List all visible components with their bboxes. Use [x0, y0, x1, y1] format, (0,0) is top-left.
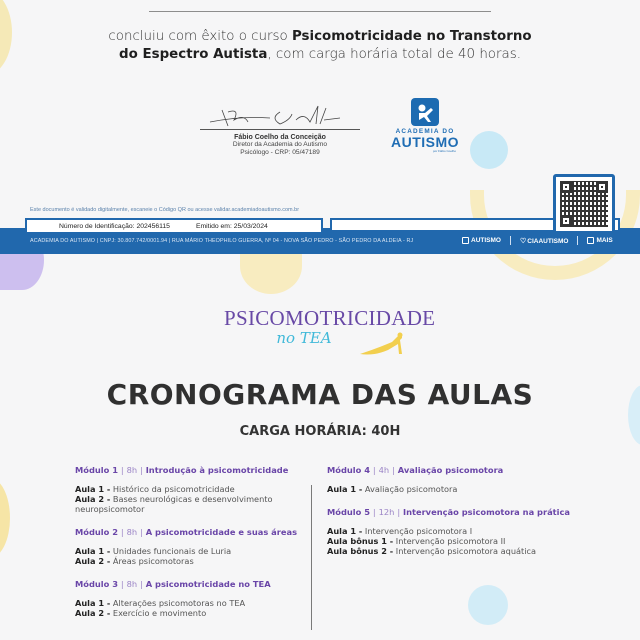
lesson: Aula 1 - Histórico da psicomotricidade: [75, 484, 235, 494]
lesson: Aula 1 - Avaliação psicomotora: [327, 484, 458, 494]
footer-logo-mais: MAIS: [587, 237, 612, 244]
column-divider: [311, 485, 312, 630]
identification-number: Número de Identificação: 202456115: [59, 222, 170, 230]
yoga-figure-icon: [358, 332, 410, 356]
footer-logo-autismo: AUTISMO: [462, 237, 501, 244]
puzzle-icon: [587, 237, 594, 244]
signature-image: [200, 100, 360, 130]
decor-yellow-circle-top-left: [0, 0, 12, 75]
logo-line-3: por Fábio Coelho: [432, 149, 456, 153]
lesson: Aula 1 - Unidades funcionais de Luria: [75, 546, 232, 556]
decor-cyan-circle-top-right: [470, 131, 508, 169]
schedule-title: CRONOGRAMA DAS AULAS: [106, 378, 534, 411]
module-header: Módulo 1 | 8h | Introdução à psicomotricidade: [75, 465, 289, 475]
completion-suffix: , com carga horária total de 40 horas.: [267, 47, 521, 62]
signature-line: [200, 129, 360, 130]
lesson: Aula 1 - Intervenção psicomotora I: [327, 526, 473, 536]
module-header: Módulo 2 | 8h | A psicomotricidade e suas áreas: [75, 527, 298, 537]
module-header: Módulo 4 | 4h | Avaliação psicomotora: [327, 465, 504, 475]
lesson: Aula bônus 1 - Intervenção psicomotora II: [327, 536, 506, 546]
course-logo-subtitle: no TEA: [276, 329, 332, 347]
lesson: Aula 2 - Bases neurológicas e desenvolvimento neuropsicomotor: [75, 494, 273, 514]
logo-line-1: ACADEMIA DO: [395, 128, 455, 135]
completion-statement: [100, 28, 540, 64]
workload: CARGA HORÁRIA: 40H: [239, 424, 401, 439]
validation-note: Este documento é validado digitalmente, escaneie o Código QR ou acesse validar.academiadoautismo.com.br: [30, 207, 300, 213]
signature-block: [200, 100, 360, 157]
module-1: [75, 465, 305, 514]
module-header: Módulo 5 | 12h | Intervenção psicomotora na prática: [327, 507, 571, 517]
decor-yellow-circle-left: [0, 478, 10, 558]
module-4: [327, 465, 617, 494]
qr-code-frame[interactable]: [553, 174, 615, 234]
name-underline: [149, 11, 491, 12]
module-2: [75, 527, 305, 566]
qr-code-icon: [560, 181, 608, 227]
lesson: Aula bônus 2 - Intervenção psicomotora aquática: [327, 546, 537, 556]
module-header: Módulo 3 | 8h | A psicomotricidade no TEA: [75, 579, 271, 589]
lesson: Aula 1 - Alterações psicomotoras no TEA: [75, 598, 246, 608]
issue-date: Emitido em: 25/03/2024: [195, 222, 268, 230]
identification-box: [25, 218, 323, 232]
footer-logo-ciaautismo: ♡CIAAUTISMO: [519, 237, 569, 245]
lesson: Aula 2 - Áreas psicomotoras: [75, 556, 194, 566]
logo-line-2: AUTISMO: [390, 134, 460, 150]
academia-do-autismo-logo: [380, 98, 470, 153]
module-3: [75, 579, 305, 618]
completion-prefix: concluiu com êxito o curso: [108, 29, 292, 44]
footer-address: ACADEMIA DO AUTISMO | CNPJ: 30.807.742/0001.94 | RUA MÁRIO THEOPHILO GUERRA, Nº 04 - NOVA SÃO PEDRO - SÃO PEDRO DA ALDEIA - RJ: [30, 238, 414, 244]
signatory-credential: Psicólogo - CRP: 05/47189: [240, 149, 320, 156]
puzzle-icon: [462, 237, 469, 244]
footer-logos: [462, 236, 613, 245]
modules-column-right: [327, 465, 617, 569]
footer-separator: [510, 236, 511, 245]
modules-column-left: [75, 465, 305, 631]
puzzle-icon: [411, 98, 439, 126]
module-5: [327, 507, 617, 556]
lesson: Aula 2 - Exercício e movimento: [75, 608, 207, 618]
course-name: Psicomotricidade no Transtorno do Espectro Autista: [119, 29, 532, 62]
footer-separator: [577, 236, 578, 245]
heart-icon: ♡: [519, 237, 527, 245]
course-logo-title: PSICOMOTRICIDADE: [224, 306, 436, 330]
course-logo: [224, 306, 436, 347]
decor-cyan-circle-bottom: [468, 585, 508, 625]
signatory-role: Diretor da Academia do Autismo: [232, 141, 328, 148]
signatory-name: Fábio Coelho da Conceição: [234, 134, 326, 141]
